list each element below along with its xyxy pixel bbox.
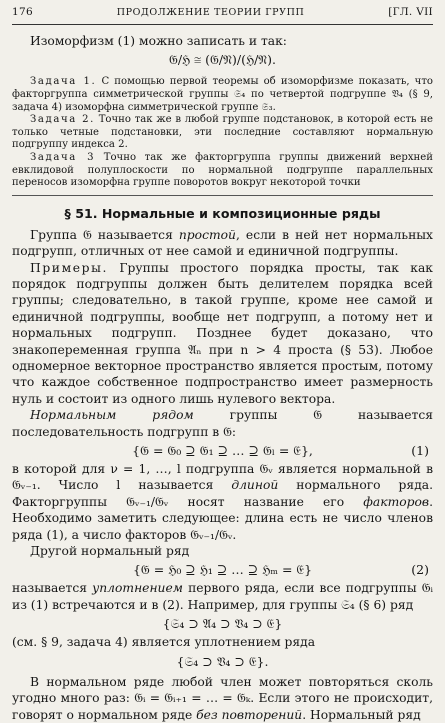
formula-2 xyxy=(12,561,433,578)
paragraph-simple-group xyxy=(12,227,433,260)
paragraph-normal-series xyxy=(12,407,433,440)
formula-1-number: (1) xyxy=(411,443,429,459)
p4-text-c: . Необходимо заметить следующее: длина есть не число членов ряда (1), а число факторов 𝔊ᵥ₋₁/𝔊ᵥ. xyxy=(12,494,433,542)
intro-text: Изоморфизм (1) можно записать и так: xyxy=(30,34,287,48)
problem-3-text: Точно так же факторгруппа группы движений верхней евклидовой полуплоскости по нормальной подгруппе параллельных переносов изоморфна группе поворотов вокруг некоторой точки xyxy=(12,151,433,189)
term-factors: факторов xyxy=(363,494,430,509)
formula-1-expr: {𝔊 = 𝔊₀ ⊇ 𝔊₁ ⊇ … ⊇ 𝔊ₗ = 𝔈}, xyxy=(132,443,313,459)
term-refinement: уплотнением xyxy=(92,581,183,596)
problem-2-text: Точно так же в любой группе подстановок, в которой есть не только четные подстановки, эти последние составляют нормальную подгруппу индекса 2. xyxy=(12,114,433,151)
p1-text-b: , если в ней нет нормальных подгрупп, отличных от нее самой и единичной подгруппы. xyxy=(12,227,433,259)
paragraph-other-series: Другой нормальный ряд xyxy=(30,544,190,559)
chapter-label: [ГЛ. VII xyxy=(388,6,433,18)
running-title: ПРОДОЛЖЕНИЕ ТЕОРИИ ГРУПП xyxy=(116,7,305,18)
paragraph-refinement xyxy=(12,580,433,613)
problem-2-label: Задача 2. xyxy=(30,114,95,126)
formula-3: {𝔖₄ ⊃ 𝔄₄ ⊃ 𝔙₄ ⊃ 𝔈} xyxy=(162,616,283,632)
running-header xyxy=(12,6,433,22)
header-rule xyxy=(12,24,433,25)
problem-2 xyxy=(12,114,433,152)
problem-1 xyxy=(12,76,433,114)
formula-2-expr: {𝔊 = ℌ₀ ⊇ ℌ₁ ⊇ … ⊇ ℌₘ = 𝔈} xyxy=(132,562,313,578)
examples-text: Группы простого порядка просты, так как порядок подгруппы должен быть делителем порядка всей группы; следовательно, в такой группе, кроме нее самой и единичной подгруппы, вообще нет подгрупп, а потому нет и нормальных подгрупп. Позднее будет доказано, что знакопеременная группа 𝔄ₙ при n > 4 проста (§ 53). Любое одномерное векторное пространство является простым, потому что каждое собственное подпространство имеет размерность нуль и состоит из одного лишь нулевого вектора. xyxy=(12,260,433,406)
examples-label: Примеры. xyxy=(30,260,109,275)
problem-1-text: С помощью первой теоремы об изоморфизме показать, что факторгруппа симметрической группы 𝔖₄ по четвертой подгруппе 𝔙₄ (§ 9, задача 4) изоморфна симметрической группе 𝔖₃. xyxy=(12,76,433,113)
paragraph-see-section: (см. § 9, задача 4) является уплотнением ряда xyxy=(12,635,316,650)
problem-1-label: Задача 1. xyxy=(30,76,97,88)
paragraph-examples xyxy=(12,260,433,408)
p4-text-a: в которой для ν = 1, …, l подгруппа 𝔊ᵥ является нормальной в 𝔊ᵥ₋₁. Число l называется xyxy=(12,462,433,493)
isomorphism-formula: 𝔊/ℌ ≅ (𝔊/𝔑)/(ℌ/𝔑). xyxy=(168,52,277,68)
formula-1 xyxy=(12,442,433,459)
formula-4: {𝔖₄ ⊃ 𝔙₄ ⊃ 𝔈}. xyxy=(176,653,269,669)
paragraph-repetitions xyxy=(12,674,433,723)
term-normal-series: Нормальным рядом xyxy=(30,408,194,423)
section-heading: § 51. Нормальные и композиционные ряды xyxy=(64,205,381,221)
page-number: 176 xyxy=(12,6,33,18)
p8-text-b: . Нормальный ряд xyxy=(302,707,421,722)
paragraph-length xyxy=(12,461,433,543)
term-length: длиной xyxy=(231,478,279,493)
book-page xyxy=(12,6,433,723)
problem-3-label: Задача 3 xyxy=(30,151,96,163)
p3-text: группы 𝔊 называется последовательность подгрупп в 𝔊: xyxy=(12,408,433,439)
p6-text-a: называется xyxy=(12,581,93,596)
p6-text-b: первого ряда, если все подгруппы 𝔊ᵢ из (1) встречаются и в (2). Например, для группы 𝔖₄ (§ 6) ряд xyxy=(12,581,433,612)
problem-3 xyxy=(12,152,433,190)
p1-text-a: Группа 𝔊 называется xyxy=(30,227,179,242)
term-simple: простой xyxy=(178,227,236,242)
term-without-repetitions: без повторений xyxy=(196,707,303,722)
section-divider xyxy=(12,195,433,196)
formula-2-number: (2) xyxy=(411,562,429,578)
p4-text-b: нормального ряда. Факторгруппы 𝔊ᵥ₋₁/𝔊ᵥ носят название его xyxy=(12,478,433,509)
p8-text-a: В нормальном ряде любой член может повторяться сколь угодно много раз: 𝔊ᵢ = 𝔊ᵢ₊₁ = … = 𝔊ₖ. Если этого не происходит, говорят о нормальном ряде xyxy=(12,674,433,722)
